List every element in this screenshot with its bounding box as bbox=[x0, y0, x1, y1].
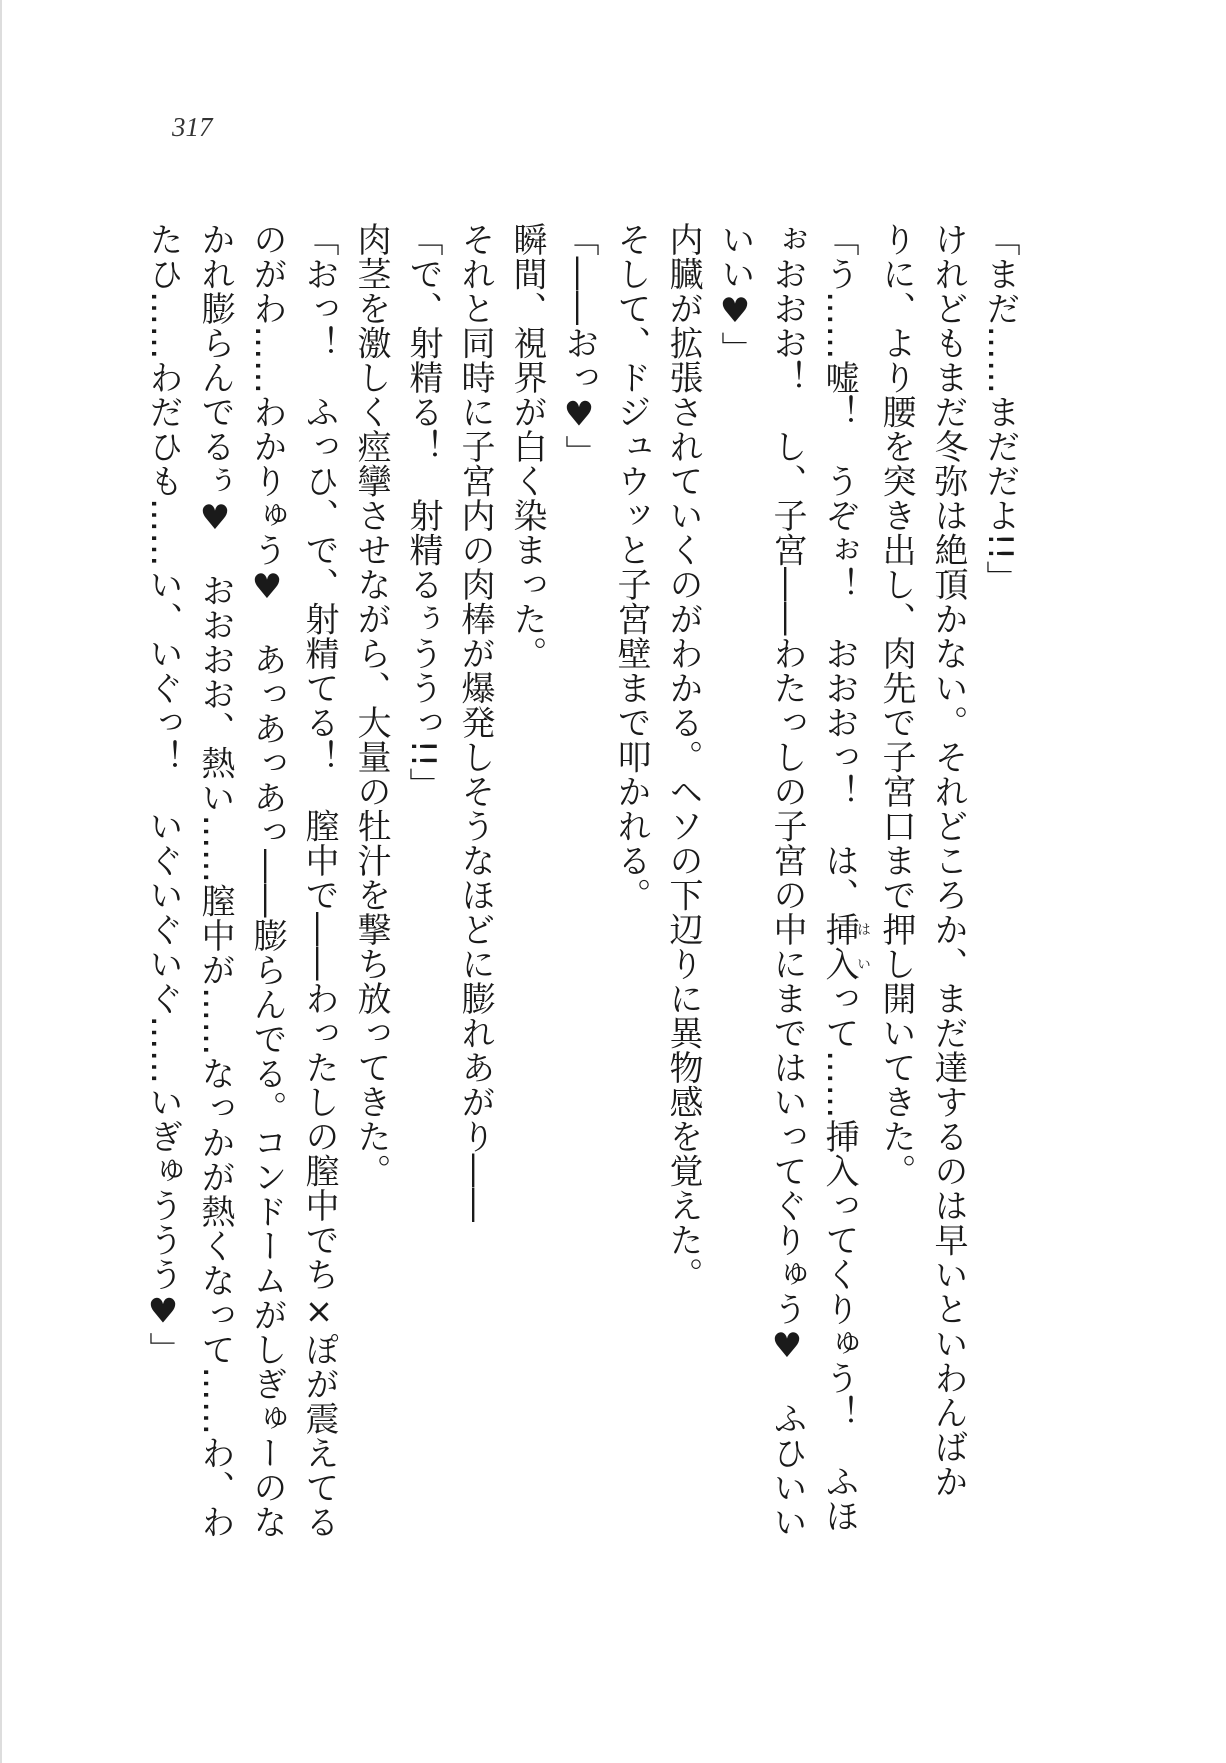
body-text bbox=[137, 222, 1026, 1539]
text-line: 「で、射精る！ 射精るぅううっ!!」 bbox=[403, 222, 443, 803]
text-line: 肉茎を激しく痙攣させながら、大量の牡汁を撃ち放ってきた。 bbox=[351, 222, 391, 1188]
text-line: かれ膨らんでるぅ♥ おおおお、熱い……膣中が……なっかが熱くなって……わ、わ bbox=[195, 222, 235, 1539]
text-line bbox=[813, 222, 871, 1533]
ruby-word bbox=[819, 912, 871, 981]
ruby-base: 挿入 bbox=[819, 912, 859, 981]
text-line: 「まだ……まだだよ!!」 bbox=[980, 222, 1020, 596]
text-line: たひ……わだひも……い、いぐっ！ いぐいぐいぐ……いぎゅううう♥」 bbox=[143, 222, 183, 1367]
text-line: のがわ……わかりゅう♥ あっあっあっ――膨らんでる。コンドームがしぎゅーのな bbox=[247, 222, 287, 1539]
text-line: りに、より腰を突き出し、肉先で子宮口まで押し開いてきた。 bbox=[876, 222, 916, 1188]
text-line: 「――おっ♥」 bbox=[559, 222, 599, 470]
ruby-reading: はい bbox=[855, 912, 871, 981]
text-line: そして、ドジュウッと子宮壁まで叩かれる。 bbox=[611, 222, 651, 912]
text-line: 「おっ！ ふっひ、で、射精てる！ 膣中で――わったしの膣中でち×ぽが震えてる bbox=[299, 222, 339, 1539]
text-line: 内臓が拡張されていくのがわかる。ヘソの下辺りに異物感を覚えた。 bbox=[663, 222, 703, 1292]
text-line: けれどもまだ冬弥は絶頂かない。それどころか、まだ達するのは早いといわんばか bbox=[928, 222, 968, 1499]
text-line: いい♥」 bbox=[715, 222, 755, 366]
text-line: 瞬間、視界が白く染まった。 bbox=[507, 222, 547, 671]
page-edge bbox=[0, 0, 2, 1763]
text-line: それと同時に子宮内の肉棒が爆発しそうなほどに膨れあがり―― bbox=[455, 222, 495, 1223]
text-segment: 「う……嘘！ うぞぉ！ おおおっ！ は、 bbox=[819, 222, 859, 912]
text-segment: って……挿入ってくりゅう！ ふほ bbox=[819, 981, 859, 1533]
text-line: ぉおおお！ し、子宮――わたっしの子宮の中にまではいってぐりゅう♥ ふひいい bbox=[767, 222, 807, 1539]
page-number: 317 bbox=[172, 112, 213, 142]
